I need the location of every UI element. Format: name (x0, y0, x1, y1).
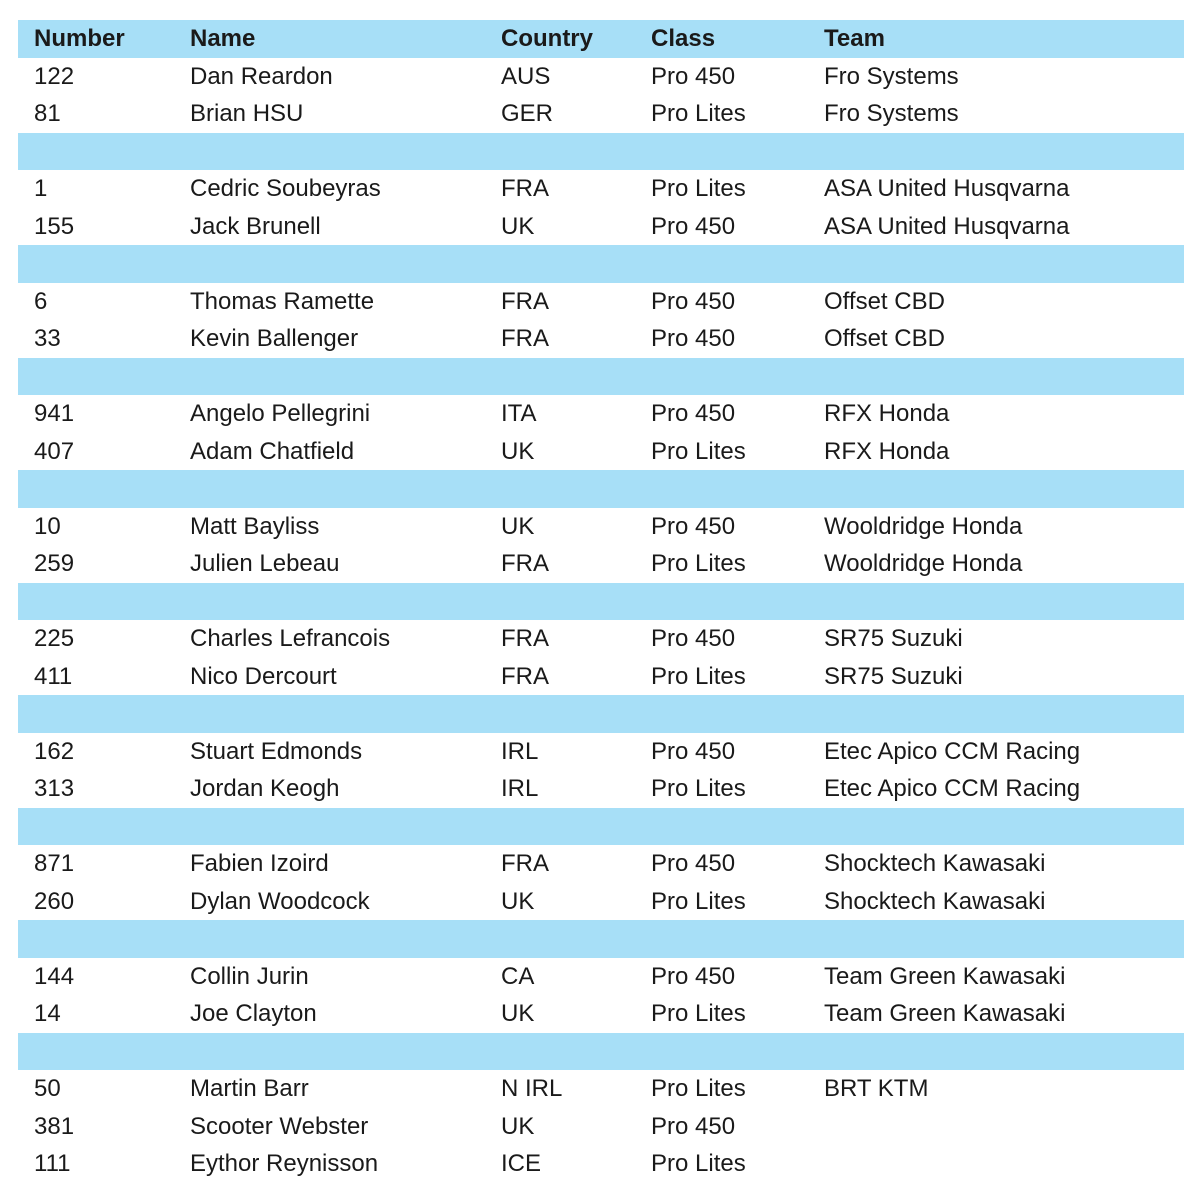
rider-class: Pro Lites (651, 175, 746, 202)
rider-roster-table (18, 20, 1184, 1183)
rider-class: Pro 450 (651, 212, 736, 240)
rider-name: Charles Lefrancois (190, 625, 391, 652)
rider-number: 33 (34, 325, 61, 352)
rider-team: Etec Apico CCM Racing (824, 737, 1081, 765)
rider-class: Pro 450 (651, 287, 736, 315)
header-number: Number (34, 25, 125, 52)
rider-team: Offset CBD (824, 325, 945, 352)
rider-name: Fabien Izoird (190, 850, 329, 877)
rider-team: Team Green Kawasaki (824, 962, 1066, 990)
rider-number: 81 (34, 100, 61, 127)
rider-country: FRA (501, 850, 549, 877)
rider-class: Pro 450 (651, 400, 736, 427)
rider-country: FRA (501, 662, 549, 690)
rider-name: Jordan Keogh (190, 775, 340, 802)
rider-number: 162 (34, 737, 75, 765)
rider-class: Pro 450 (651, 62, 736, 90)
table-row (18, 283, 1184, 321)
table-row (18, 770, 1184, 808)
rider-number: 381 (34, 1112, 75, 1140)
rider-team: Wooldridge Honda (824, 550, 1023, 577)
rider-name: Julien Lebeau (190, 550, 340, 577)
table-row (18, 1108, 1184, 1146)
table-row (18, 58, 1184, 96)
team-separator-band (18, 1033, 1184, 1071)
rider-name: Adam Chatfield (190, 437, 355, 465)
rider-class: Pro Lites (651, 550, 746, 577)
rider-number: 10 (34, 512, 61, 540)
team-separator-band (18, 808, 1184, 846)
header-class: Class (651, 25, 716, 52)
rider-number: 941 (34, 400, 75, 427)
table-row (18, 395, 1184, 433)
rider-number: 259 (34, 550, 75, 577)
rider-name: Brian HSU (190, 100, 304, 127)
rider-team: SR75 Suzuki (824, 662, 963, 690)
rider-country: AUS (501, 62, 551, 90)
rider-name: Angelo Pellegrini (190, 400, 371, 427)
rider-name: Joe Clayton (190, 1000, 317, 1027)
rider-class: Pro 450 (651, 325, 736, 352)
rider-class: Pro Lites (651, 437, 746, 465)
rider-country: UK (501, 512, 535, 540)
table-row (18, 620, 1184, 658)
rider-country: ITA (501, 400, 537, 427)
table-row (18, 170, 1184, 208)
table-row (18, 208, 1184, 246)
table-row (18, 508, 1184, 546)
rider-team: ASA United Husqvarna (824, 175, 1070, 202)
rider-country: UK (501, 212, 535, 240)
rider-country: UK (501, 437, 535, 465)
rider-class: Pro 450 (651, 962, 736, 990)
rider-number: 411 (34, 662, 73, 690)
rider-name: Collin Jurin (190, 962, 309, 990)
rider-team: Team Green Kawasaki (824, 1000, 1066, 1027)
rider-team: ASA United Husqvarna (824, 212, 1070, 240)
rider-number: 225 (34, 625, 75, 652)
rider-number: 313 (34, 775, 75, 802)
rider-number: 6 (34, 287, 48, 315)
table-row (18, 995, 1184, 1033)
team-separator-band (18, 133, 1184, 171)
table-row (18, 883, 1184, 921)
rider-name: Martin Barr (190, 1075, 309, 1102)
rider-name: Dylan Woodcock (190, 887, 370, 915)
header-country: Country (501, 25, 593, 52)
rider-country: IRL (501, 737, 539, 765)
rider-class: Pro 450 (651, 850, 736, 877)
rider-number: 871 (34, 850, 75, 877)
table-row (18, 733, 1184, 771)
rider-name: Dan Reardon (190, 62, 333, 90)
rider-team: Etec Apico CCM Racing (824, 775, 1081, 802)
rider-class: Pro Lites (651, 1150, 746, 1177)
rider-number: 260 (34, 887, 75, 915)
header-team: Team (824, 25, 885, 52)
rider-name: Jack Brunell (190, 212, 321, 240)
rider-team: BRT KTM (824, 1075, 929, 1102)
header-name: Name (190, 25, 256, 52)
rider-number: 50 (34, 1075, 61, 1102)
rider-name: Thomas Ramette (190, 287, 375, 315)
rider-name: Scooter Webster (190, 1112, 369, 1140)
rider-country: CA (501, 962, 535, 990)
rider-number: 155 (34, 212, 75, 240)
rider-team: Offset CBD (824, 287, 945, 315)
rider-team: Shocktech Kawasaki (824, 887, 1046, 915)
team-separator-band (18, 245, 1184, 283)
rider-team: SR75 Suzuki (824, 625, 963, 652)
rider-number: 407 (34, 437, 75, 465)
rider-team: Shocktech Kawasaki (824, 850, 1046, 877)
rider-team: RFX Honda (824, 437, 950, 465)
table-row (18, 433, 1184, 471)
rider-country: FRA (501, 550, 549, 577)
rider-team: Fro Systems (824, 100, 959, 127)
rider-number: 14 (34, 1000, 61, 1027)
table-row (18, 658, 1184, 696)
table-row (18, 545, 1184, 583)
team-separator-band (18, 695, 1184, 733)
rider-class: Pro Lites (651, 662, 746, 690)
table-row (18, 1070, 1184, 1108)
rider-class: Pro 450 (651, 512, 736, 540)
rider-class: Pro 450 (651, 737, 736, 765)
rider-country: FRA (501, 287, 549, 315)
rider-country: N IRL (501, 1075, 563, 1102)
rider-name: Cedric Soubeyras (190, 175, 381, 202)
team-separator-band (18, 358, 1184, 396)
rider-name: Stuart Edmonds (190, 737, 363, 765)
rider-name: Eythor Reynisson (190, 1150, 379, 1177)
team-separator-band (18, 470, 1184, 508)
rider-country: FRA (501, 625, 549, 652)
rider-class: Pro Lites (651, 1000, 746, 1027)
table-row (18, 845, 1184, 883)
table-body (18, 58, 1184, 1183)
rider-class: Pro Lites (651, 775, 746, 802)
rider-number: 1 (34, 175, 48, 202)
rider-number: 144 (34, 962, 75, 990)
rider-country: GER (501, 100, 554, 127)
table-row (18, 958, 1184, 996)
rider-team: RFX Honda (824, 400, 950, 427)
table-row (18, 320, 1184, 358)
rider-class: Pro 450 (651, 1112, 736, 1140)
rider-country: IRL (501, 775, 539, 802)
rider-class: Pro 450 (651, 625, 736, 652)
rider-country: UK (501, 887, 535, 915)
rider-team: Wooldridge Honda (824, 512, 1023, 540)
team-separator-band (18, 583, 1184, 621)
rider-country: FRA (501, 325, 549, 352)
rider-class: Pro Lites (651, 1075, 746, 1102)
rider-country: UK (501, 1000, 535, 1027)
rider-name: Nico Dercourt (190, 662, 337, 690)
rider-country: UK (501, 1112, 535, 1140)
table-row (18, 1145, 1184, 1183)
rider-name: Kevin Ballenger (190, 325, 359, 352)
rider-team: Fro Systems (824, 62, 959, 90)
rider-country: ICE (501, 1150, 542, 1177)
rider-country: FRA (501, 175, 549, 202)
rider-name: Matt Bayliss (190, 512, 320, 540)
rider-class: Pro Lites (651, 887, 746, 915)
rider-class: Pro Lites (651, 100, 746, 127)
table-header-row (18, 20, 1184, 58)
rider-number: 122 (34, 62, 75, 90)
rider-number: 111 (34, 1150, 71, 1177)
table-row (18, 95, 1184, 133)
team-separator-band (18, 920, 1184, 958)
